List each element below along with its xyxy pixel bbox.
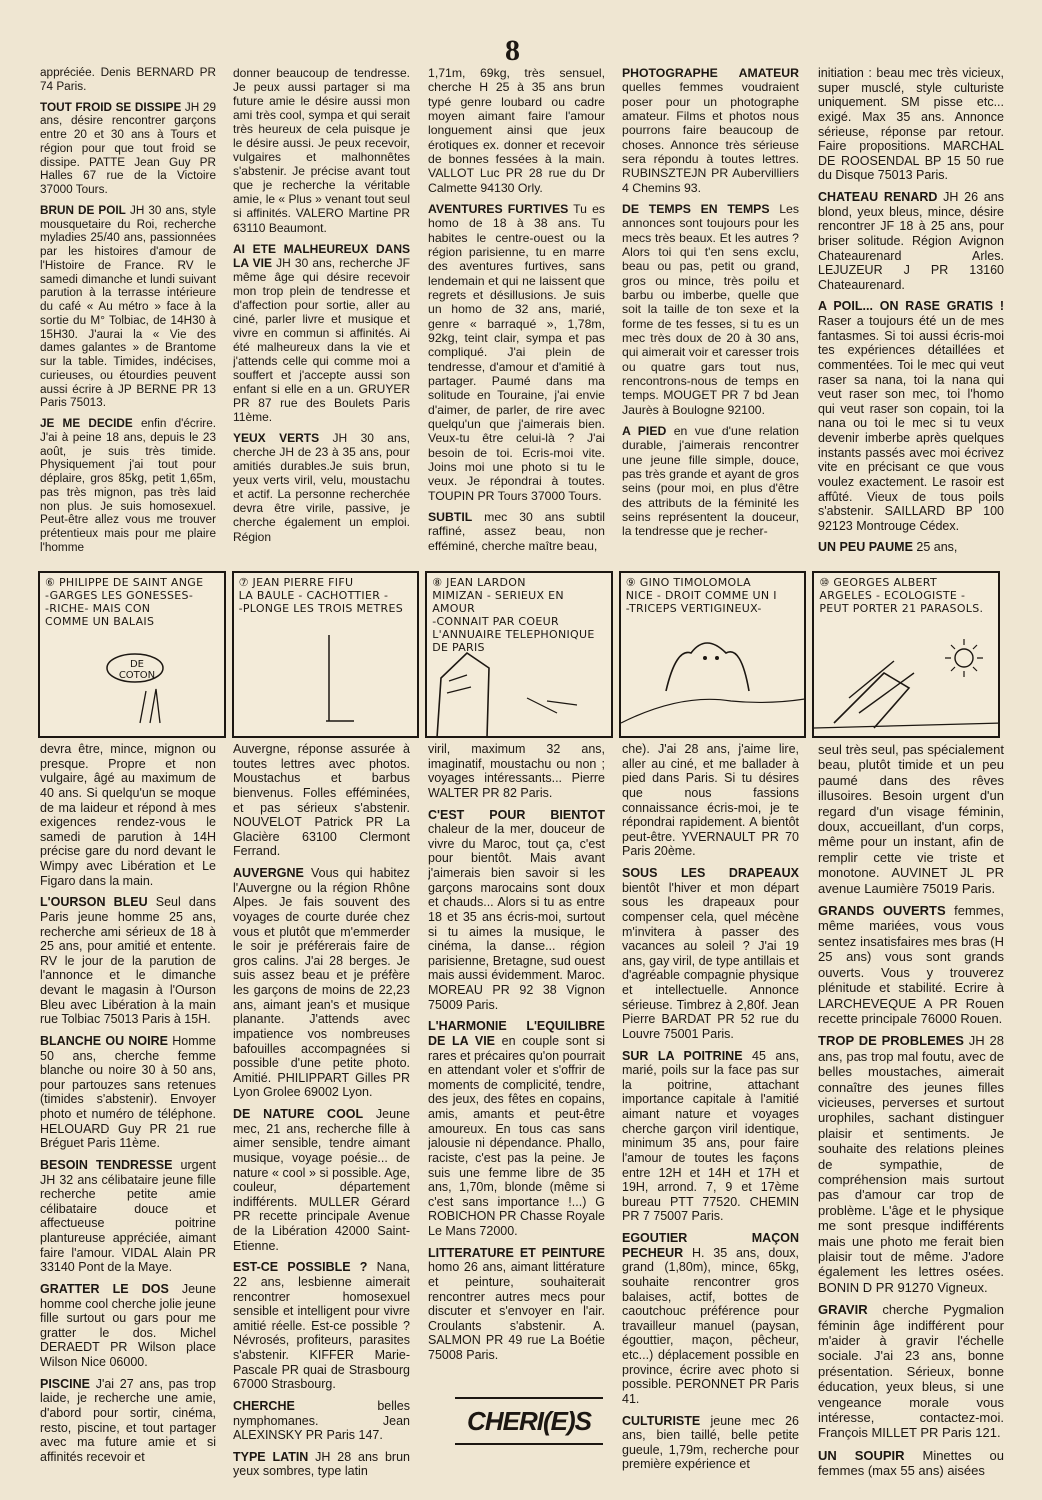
upper-column-3 [428, 66, 605, 566]
ad-body: appréciée. Denis BERNARD PR 74 Paris. [40, 66, 216, 93]
comic-panel-8 [425, 571, 613, 738]
ad-title: LITTERATURE ET PEINTURE [428, 1245, 605, 1260]
classified-ad [428, 808, 605, 1013]
ad-title: C'EST POUR BIENTOT [428, 807, 605, 822]
classified-ad [233, 66, 410, 235]
classified-ad [428, 510, 605, 553]
ad-body: devra être, mince, mignon ou presque. Propre et non vulgaire, âgé au maximum de 40 ans. Si quelqu'un se moque de ma laideur et répond à mes exigences rendez-vous le samedi de parution à 14H précise gare du nord devant le Wimpy avec Libération et Le Figaro dans la main. [40, 742, 216, 888]
comic-caption: ⑥ PHILIPPE DE SAINT ANGE -GARGES LES GONESSES- -RICHE- MAIS CON COMME UN BALAIS [45, 576, 204, 628]
ad-body: 1,71m, 69kg, très sensuel, cherche H 25 à 35 ans brun typé genre loubard ou cadre moyen aimant faire l'amour longuement ainsi que jeux érotiques ex. donner et recevoir de bonnes fessées à la main. VALLOT Luc PR 28 rue du Dr Calmette 94130 Orly. [428, 66, 605, 195]
ad-body: Jeune homme cool cherche jolie jeune fille surtout ou gars pour me gratter le dos. Michel DERAEDT PR Wilson place Wilson Nice 06000. [40, 1281, 216, 1369]
comic-strip [38, 571, 1000, 738]
classified-ad [622, 866, 799, 1042]
ad-body: Nana, 22 ans, lesbienne aimerait rencontrer homosexuel sensible et intelligent pour vivre amitié réelle. Est-ce possible ? Névrosés, profiteurs, parasites s'abstenir. KIFFER Marie-Pascale PR quai de Strasbourg 67000 Strasbourg. [233, 1260, 410, 1392]
ad-body: seul très seul, pas spécialement beau, plutôt timide et un peu paumé dans des rêves illusoires. Besoin urgent d'un regard d'un visage féminin, doux, accueillant, d'un corps, même pour un instant, afin de remplir cette vie triste et monotone. AUVINET JL PR avenue Laumière 75019 Paris. [818, 742, 1004, 896]
ad-body: viril, maximum 32 ans, imaginatif, moustachu ou non ; voyages intéressants... Pierre WALTER PR 82 Paris. [428, 742, 605, 800]
classified-ad [233, 1260, 410, 1392]
ad-title: PISCINE [40, 1376, 91, 1391]
ad-body: JH 29 ans, désire rencontrer garçons entre 20 et 30 ans à Tours et région pour que tout froid se dissipe. PATTE Jean Guy PR Halles 67 rue de la Victoire 37000 Tours. [40, 100, 216, 196]
upper-column-2 [233, 66, 410, 566]
comic-drawing-parasols [814, 573, 1000, 736]
page-number: 8 [505, 34, 520, 67]
ad-body: Auvergne, réponse assurée à toutes lettres avec photos. Moustachus et barbus bienvenus. Folles efféminées, et pas sérieux s'abstenir. NOUVELOT Patrick PR La Glacière 63100 Clermont Ferrand. [233, 742, 410, 859]
ad-body: initiation : beau mec très vicieux, super musclé, style culturiste uniquement. SM pisse etc... exigé. Max 35 ans. Annonce sérieuse, réponse par retour. Faire propositions. MARCHAL DE ROOSENDAL BP 15 50 rue du Disque 75013 Paris. [818, 66, 1004, 183]
ad-body: JH 28 ans brun yeux sombres, type latin [233, 1449, 410, 1479]
ad-body: 45 ans, marié, poils sur la face pas sur la poitrine, attachant importance capitale à l'amitié aimant nature et voyages cherche garçon viril identique, minimum 35 ans, pour faire l'amour de toutes les façons entre 12H et 14H et 17H et 19H, arrond. 7, 9 et 17ème bureau PTT 77520. CHEMIN PR 7 75007 Paris. [622, 1048, 799, 1224]
ad-title: YEUX VERTS [233, 431, 320, 446]
ad-title: AUVERGNE [233, 866, 304, 880]
ad-title: TOUT FROID SE DISSIPE [40, 100, 182, 114]
classified-ad [428, 1019, 605, 1238]
classified-ad [233, 1450, 410, 1479]
ad-body: en vue d'une relation durable, j'aimerais rencontrer une jeune fille simple, douce, pas très grande et ayant de gros seins (pour moi, en plus d'être des attributs de la féminité les seins représentent la douceur, la tendresse que je recher- [622, 423, 799, 539]
ad-body: mec 30 ans subtil raffiné, assez beau, non efféminé, cherche maître beau, [428, 509, 605, 553]
classified-ad [40, 101, 216, 197]
ad-title: GRANDS OUVERTS [818, 903, 946, 919]
ad-body: Vous qui habitez l'Auvergne ou la région Rhône Alpes. Je fais souvent des voyages de courte durée chez vous et plutôt que m'emmerder le soir je préférerais faire de gros calins. J'ai 28 berges. Je suis assez beau et je préfère les garçons de moins de 22,23 ans, aimant jean's et musique planante. J'attends avec impatience vos nombreuses bafouilles accompagnées si possible d'une petite photo. Amitié. PHILIPPART Gilles PR Lyon Grolee 69002 Lyon. [233, 866, 410, 1100]
ad-title: EGOUTIER MAÇON PECHEUR [622, 1231, 799, 1260]
classified-ad [622, 1414, 799, 1473]
comic-sign-text: DE COTON [118, 659, 156, 681]
classified-ad [818, 903, 1004, 1026]
ad-body: JH 30 ans, style mousquetaire du Roi, recherche myladies 25/40 ans, passionnées par les histoires d'amour de l'Histoire de France. RV le samedi dimanche et lundi suivant parution à la terrasse intérieure du café « Au métro » face à la sortie du M° Tolbiac, de 14H30 à 15H30. J'aurai la « Vie des dames galantes » de Brantome sur la table. Timides, indécises, curieuses, ou étourdies peuvent aussi écrire à JP BERNE PR 13 Paris 75013. [40, 203, 216, 410]
ad-body: Homme 50 ans, cherche femme blanche ou noire 30 à 50 ans, pour partouzes sans retenues (timides s'abstenir). Envoyer photo et numéro de téléphone. HELOUARD Guy PR 21 rue Bréguet Paris 11ème. [40, 1033, 216, 1151]
ad-title: A PIED [622, 423, 667, 438]
classified-ad [233, 742, 410, 859]
classified-ad [233, 866, 410, 1100]
ad-body: JH 30 ans, cherche JH de 23 à 35 ans, pour amitiés durables.Je suis brun, yeux verts viril, velu, moustachu et actif. La personne recherchée devra être virile, passive, je cherche également un emploi. Région [233, 431, 410, 544]
ad-title: UN SOUPIR [818, 1447, 905, 1463]
ad-body: Minettes ou femmes (max 55 ans) aisées [818, 1447, 1004, 1479]
cheries-logo: CHERI(E)S [455, 1397, 603, 1445]
classified-ad [40, 1377, 216, 1465]
ad-title: AVENTURES FURTIVES [428, 201, 569, 216]
classified-ad [428, 742, 605, 801]
classified-ad [622, 424, 799, 539]
ad-title: DE NATURE COOL [233, 1107, 364, 1121]
classified-ad [818, 1448, 1004, 1479]
classified-ad [40, 1282, 216, 1370]
classified-ad [818, 742, 1004, 896]
ad-body: Jeune mec, 21 ans, recherche fille à aimer sensible, tendre aimant musique, voyage poésie... de nature « cool » si possible. Age, couleur, département indifférents. MULLER Gérard PR recette principale Avenue de la Libération 42000 Saint-Etienne. [233, 1107, 410, 1253]
ad-body: che). J'ai 28 ans, j'aime lire, aller au ciné, et me ballader à pied dans Paris. Si tu désires que nous fassions connaissance écris-moi, je te répondrai rapidement. A bientôt peut-être. YVERNAULT PR 70 Paris 20ème. [622, 742, 799, 859]
comic-panel-7 [232, 571, 420, 738]
ad-title: GRATTER LE DOS [40, 1281, 169, 1296]
classified-ad [233, 242, 410, 425]
ad-title: TROP DE PROBLEMES [818, 1033, 964, 1049]
comic-panel-9 [619, 571, 807, 738]
classified-ad [818, 1302, 1004, 1441]
classified-ad [40, 417, 216, 555]
ad-body: en couple sont si rares et précaires qu'on pourrait en attendant voler et s'offrir de moments de complicité, tendre, des jeux, des fêtes en copains, amis, amants et peut-être amoureux. En tous cas sans jalousie ni dépendance. Phallo, raciste, c'est pas la peine. Je suis une femme libre de 35 ans, 1,70m, blonde (même si c'est sans importance !...) G ROBICHON PR Chasse Royale Le Mans 72000. [428, 1033, 605, 1238]
classified-ad [40, 1158, 216, 1275]
ad-title: L'OURSON BLEU [40, 895, 148, 910]
comic-drawing-sign [40, 573, 226, 736]
comic-caption: ⑧ JEAN LARDON MIMIZAN - SERIEUX EN AMOUR -CONNAIT PAR COEUR L'ANNUAIRE TELEPHONIQUE DE PARIS [432, 576, 595, 654]
classified-ad [818, 540, 1004, 555]
ad-title: EST-CE POSSIBLE ? [233, 1260, 368, 1275]
classified-ad [622, 1049, 799, 1225]
ad-body: donner beaucoup de tendresse. Je peux aussi partager si ma future amie le désire aussi mon ami très cool, sympa et qui serait très heureux de cela puisque je le désire aussi. Je peux recevoir, vulgaires et malhonnêtes s'abstenir. Je précise avant tout que je recherche la véritable amie, le « Plus » venant tout seul si affinités. VALERO Martine PR 63110 Beaumont. [233, 66, 410, 235]
comic-caption: ⑩ GEORGES ALBERT ARGELES - ECOLOGISTE - PEUT PORTER 21 PARASOLS. [819, 576, 984, 615]
ad-body: femmes, même mariées, vous vous sentez insatisfaires mes bras (H 25 ans) vous sont grands ouverts. Vous y trouverez plénitude et stabilité. Ecrire à LARCHEVEQUE A PR Rouen recette principale 76000 Rouen. [818, 903, 1004, 1026]
ad-body: JH 30 ans, recherche JF même âge qui désire recevoir mon trop plein de tendresse et d'affection pour sortie, aller au ciné, parler livre et musique et vivre en commun si affinités. Ai été malheureux dans la vie et j'attends celle qui comme moi a souffert et j'accepte aussi son enfant si elle en a un. GRUYER PR 87 rue des Boulets Paris 11ème. [233, 255, 410, 425]
ad-body: Tu es homo de 18 à 38 ans. Tu habites le centre-ouest ou la région parisienne, tu en marre des aventures furtives, sans lendemain et qui ne laissent que regrets et désillusions. Je suis un homo de 32 ans, marié, genre « barraqué », 1,78m, 92kg, teint clair, sympa et pas compliqué. J'ai plein de tendresse, d'amour et d'amitié à partager. Paumé dans ma solitude en Touraine, j'ai envie d'aimer, de parler, de rire avec quelqu'un que j'aimerais bien. Veux-tu être celui-là ? J'ai besoin de toi. Ecris-moi vite. Joins moi une photo si tu le veux. Je répondrai à toutes. TOUPIN PR Tours 37000 Tours. [428, 201, 605, 503]
ad-body: JH 28 ans, pas trop mal foutu, avec de belles moustaches, aimerait connaître des jeunes filles vicieuses, perverses et surtout urophiles, sachant distinguer plaisir et sentiments. Je souhaite des relations pleines de sympathie, de compréhension mais surtout pas d'amour car trop de problème. L'âge et le physique me sont presque indifférents mais une photo me ferait bien plaisir tout de même. J'adore également les lettres osées. BONIN D PR 91270 Vigneux. [818, 1033, 1004, 1295]
comic-drawing-strongman [621, 573, 807, 736]
lower-column-5 [818, 742, 1004, 1487]
ad-title: BRUN DE POIL [40, 203, 126, 217]
ad-body: belles nymphomanes. Jean ALEXINSKY PR Paris 147. [233, 1398, 410, 1443]
upper-column-4 [622, 66, 799, 566]
ad-title: L'HARMONIE L'EQUILIBRE DE LA VIE [428, 1019, 605, 1048]
ad-body: JH 26 ans blond, yeux bleus, mince, désire rencontrer JF 18 à 25 ans, pour briser solitude. Région Avignon Chateaurenard Arles. LEJUZEUR J PR 13160 Chateaurenard. [818, 190, 1004, 292]
ad-body: urgent JH 32 ans célibataire jeune fille recherche petite amie célibataire douce et affectueuse poitrine plantureuse appréciée, aimant faire l'amour. VIDAL Alain PR 33140 Pont de la Maye. [40, 1157, 216, 1275]
classified-ad [233, 1107, 410, 1253]
classified-ad [818, 190, 1004, 292]
classified-ad [818, 1033, 1004, 1295]
classified-ad [818, 66, 1004, 183]
ad-title: SOUS LES DRAPEAUX [622, 866, 799, 880]
ad-title: UN PEU PAUME [818, 540, 913, 555]
ad-body: Seul dans Paris jeune homme 25 ans, recherche ami sérieux de 18 à 25 ans, pour amitié et entente. RV le jour de la parution de l'annonce et le dimanche devant le magasin à l'Ourson Bleu avec Libération à la main rue Tolbiac 75013 Paris à 15H. [40, 895, 216, 1027]
classified-ad [428, 1246, 605, 1363]
lower-column-2 [233, 742, 410, 1487]
lower-column-4 [622, 742, 799, 1487]
upper-column-5 [818, 66, 1004, 566]
classified-ad [622, 1231, 799, 1407]
ad-title: BLANCHE OU NOIRE [40, 1033, 168, 1048]
comic-drawing-phonebook [427, 573, 613, 736]
ad-body: enfin d'écrire. J'ai à peine 18 ans, depuis le 23 août, je suis très timide. Physiquement j'ai tout pour déplaire, gros 85kg, petit 1,65m, pas très mignon, pas très laid non plus. Je suis homosexuel. Peut-être allez vous me trouver prétentieux mais pour me plaire l'homme [40, 417, 216, 554]
classified-ad [622, 742, 799, 859]
upper-column-1 [40, 66, 216, 566]
classified-ad [428, 202, 605, 503]
comic-caption: ⑨ GINO TIMOLOMOLA NICE - DROIT COMME UN I -TRICEPS VERTIGINEUX- [625, 576, 777, 615]
classified-ad [622, 202, 799, 417]
ad-title: CULTURISTE [622, 1413, 701, 1428]
ad-title: SUBTIL [428, 509, 473, 524]
ad-body: H. 35 ans, doux, grand (1,80m), mince, 65kg, souhaite rencontrer gros balaises, actif, bottes de caoutchouc préférence pour travailleur manuel (paysan, égouttier, maçon, pêcheur, etc...) déplacement possible en province, écrire avec photo si possible. PERONNET PR Paris 41. [622, 1245, 799, 1406]
ad-body: J'ai 27 ans, pas trop laide, je recherche une amie, d'abord pour sortir, cinéma, resto, piscine, et tout partager avec ma future amie et si affinités recevoir et [40, 1376, 216, 1464]
ad-title: DE TEMPS EN TEMPS [622, 201, 770, 216]
ad-title: CHATEAU RENARD [818, 190, 938, 204]
classified-ad [40, 742, 216, 888]
ad-title: A POIL... ON RASE GRATIS ! [818, 299, 1004, 314]
comic-panel-10 [812, 571, 1000, 738]
ad-title: PHOTOGRAPHE AMATEUR [622, 66, 799, 80]
classified-ad [40, 1034, 216, 1151]
ad-body: quelles femmes voudraient poser pour un photographe amateur. Films et photos nous pourrons faire beaucoup de choses. Annonce très sérieuse sera répondu à toutes lettres. RUBINSZTEJN PR Aubervilliers 4 Chemins 93. [622, 80, 799, 195]
comic-drawing-diver [234, 573, 420, 736]
ad-body: cherche Pygmalion féminin âge indifférent pour m'aider à gravir l'échelle sociale. J'ai 23 ans, bonne présentation. Sérieux, bonne éducation, yeux bleus, si une vengeance morale vous intéresse, contactez-moi. François MILLET PR Paris 121. [818, 1302, 1004, 1441]
ad-title: TYPE LATIN [233, 1449, 309, 1464]
lower-column-1 [40, 742, 216, 1487]
ad-title: SUR LA POITRINE [622, 1048, 743, 1063]
classified-ad [233, 1399, 410, 1443]
classified-ad [40, 66, 216, 94]
classified-ad [40, 895, 216, 1027]
ad-body: bientôt l'hiver et mon départ sous les drapeaux pour compenser cela, quel mécène m'invitera à passer des vacances au soleil ? J'ai 19 ans, gay viril, de type antillais et d'agréable compagnie physique et intellectuelle. Annonce sérieuse. Timbrez à 2,80f. Jean Pierre BARDAT PR 52 rue du Louvre 75001 Paris. [622, 880, 799, 1041]
classified-ad [233, 431, 410, 543]
comic-panel-6 [38, 571, 226, 738]
lower-column-3 [428, 742, 605, 1392]
ad-title: AI ETE MALHEUREUX DANS LA VIE [233, 241, 410, 270]
classified-ad [818, 299, 1004, 533]
ad-body: homo 26 ans, aimant littérature et peinture, souhaiterait rencontrer autres mecs pour discuter et s'envoyer en l'air. Croulants s'abstenir. A. SALMON PR 49 rue La Boétie 75008 Paris. [428, 1260, 605, 1362]
ad-title: JE ME DECIDE [40, 417, 133, 430]
classified-ad [622, 66, 799, 195]
ad-body: Les annonces sont toujours pour les mecs très beaux. Et les autres ? Alors toi qui t'en sens exclu, beau ou pas, petit ou grand, gros ou mince, très poilu et barbu ou imberbe, quelle que soit la taille de ton sexe et la forme de tes fesses, si tu es un mec très doux de 20 à 30 ans, qui aimerait voir et caresser trois ou quatre gars tout nus, rencontrons-nous de temps en temps. MOUGET PR 7 bd Jean Jaurès à Boulogne 92100. [622, 201, 799, 417]
ad-title: GRAVIR [818, 1302, 868, 1318]
comic-caption: ⑦ JEAN PIERRE FIFU LA BAULE - CACHOTTIER - -PLONGE LES TROIS METRES [238, 576, 404, 615]
classified-ad [40, 204, 216, 410]
ad-body: chaleur de la mer, douceur de vivre du Maroc, tout ça, c'est pour bientôt. Mais avant j'aimerais bien savoir si les garçons marocains sont doux et chauds... Alors si tu as entre 18 et 35 ans écris-moi, surtout si tu aimes la musique, le cinéma, la danse... région parisienne, Bretagne, sud ouest mais aussi évidemment. Maroc. MOREAU PR 92 38 Vignon 75009 Paris. [428, 822, 605, 1012]
ad-body: jeune mec 26 ans, bien taillé, belle petite gueule, 1,79m, recherche pour première expérience et [622, 1413, 799, 1472]
ad-body: Raser a toujours été un de mes fantasmes. Si toi aussi écris-moi tes expériences détaillées et commentées. Toi le mec qui veut raser sa nana, toi la nana qui veut raser son mec, toi l'homo qui veut raser son copain, toi la nana ou toi le mec si tu veux devenir imberbe après quelques instants passés avec moi écrivez vite en précisant ce que vous voulez exactement. Le rasoir est affûté. Vieux de tous poils s'abstenir. SAILLARD BP 100 92123 Montrouge Cédex. [818, 314, 1004, 533]
ad-body: 25 ans, [916, 540, 958, 555]
classified-ad [428, 66, 605, 195]
ad-title: BESOIN TENDRESSE [40, 1157, 173, 1172]
ad-title: CHERCHE [233, 1398, 295, 1413]
